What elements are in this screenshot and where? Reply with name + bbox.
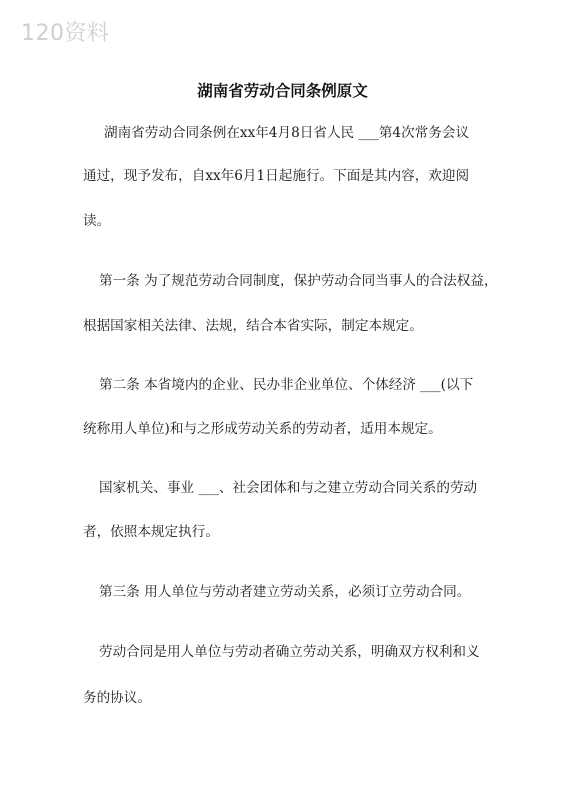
paragraph-line: 统称用人单位)和与之形成劳动关系的劳动者，适用本规定。 [83, 421, 442, 437]
paragraph-line: 国家机关、事业 ___、社会团体和与之建立劳动合同关系的劳动 [99, 480, 478, 496]
paragraph-line: 劳动合同是用人单位与劳动者确立劳动关系，明确双方权利和义 [99, 644, 480, 660]
paragraph-line: 第一条 为了规范劳动合同制度，保护劳动合同当事人的合法权益， [99, 273, 498, 289]
document-title: 湖南省劳动合同条例原文 [197, 81, 368, 100]
paragraph-line: 第三条 用人单位与劳动者建立劳动关系，必须订立劳动合同。 [99, 584, 471, 600]
paragraph-line: 第二条 本省境内的企业、民办非企业单位、个体经济 ___(以下 [99, 377, 474, 393]
watermark-logo: 120资料 [21, 21, 110, 46]
paragraph-line: 根据国家相关法律、法规，结合本省实际，制定本规定。 [83, 318, 423, 334]
paragraph-line: 读。 [83, 213, 111, 229]
paragraph-line: 者，依照本规定执行。 [83, 524, 219, 540]
paragraph-line: 务的协议。 [83, 690, 151, 706]
paragraph-line: 湖南省劳动合同条例在xx年4月8日省人民 ___第4次常务会议 [104, 125, 470, 141]
paragraph-line: 通过，现予发布，自xx年6月1日起施行。下面是其内容，欢迎阅 [83, 168, 470, 184]
